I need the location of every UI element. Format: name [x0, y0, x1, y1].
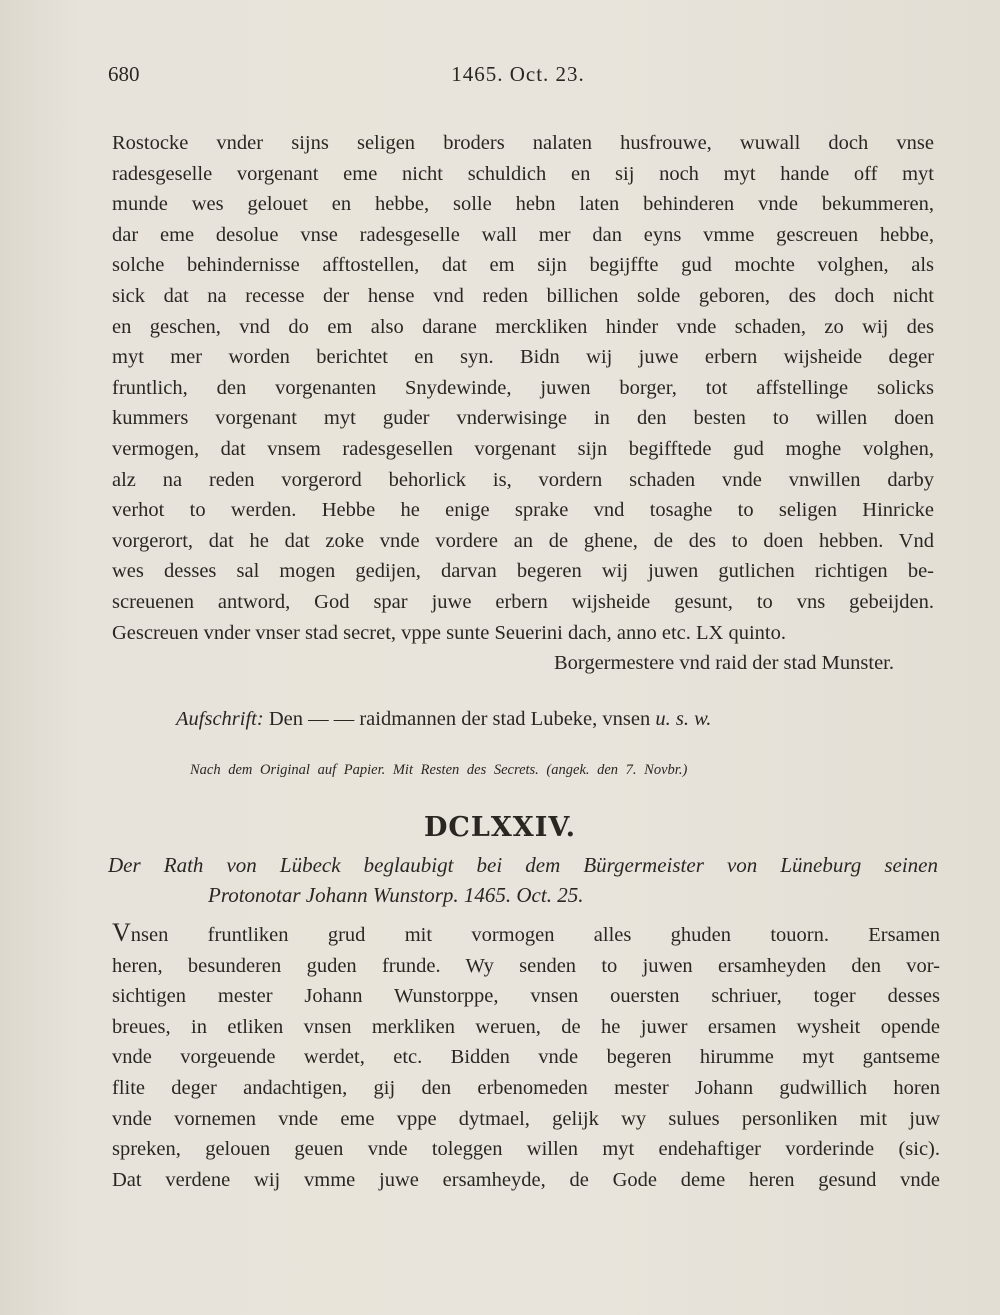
text-line: vorgerort, dat he dat zoke vnde vordere an de ghene, de des to doen hebben. Vnd — [112, 529, 934, 552]
text-line: breues, in etliken vnsen merkliken weruen, de he juwer ersamen wysheit opende — [112, 1015, 940, 1038]
text-line: sichtigen mester Johann Wunstorppe, vnsen ouersten schriuer, toger desses — [112, 985, 940, 1008]
text-line: sick dat na recesse der hense vnd reden billichen solde geboren, des doch nicht — [112, 284, 934, 307]
text-line: screuenen antword, God spar juwe erbern wijsheide gesunt, to vns gebeijden. — [112, 590, 934, 613]
text-line: wes desses sal mogen gedijen, darvan begeren wij juwen gutlichen richtigen be- — [112, 560, 934, 583]
text-line: kummers vorgenant myt guder vnderwisinge in den besten to willen doen — [112, 407, 934, 430]
page-number: 680 — [108, 62, 140, 86]
address-line — [176, 708, 896, 731]
document-number: DCLXXIV. — [423, 812, 577, 843]
document-title-line: Protonotar Johann Wunstorp. 1465. Oct. 25. — [208, 883, 584, 907]
text-line: vnde vornemen vnde eme vppe dytmael, gelijk wy sulues personliken mit juw — [112, 1107, 940, 1130]
source-note: Nach dem Original auf Papier. Mit Resten des Secrets. (angek. den 7. Novbr.) — [190, 762, 688, 778]
text-line: verhot to werden. Hebbe he enige sprake vnd tosaghe to seligen Hinricke — [112, 499, 934, 522]
text-line: radesgeselle vorgenant eme nicht schuldich en sij noch myt hande off myt — [112, 162, 934, 185]
document-title — [108, 850, 938, 910]
text-line-content: nsen fruntliken grud mit vormogen alles ghuden touorn. Ersamen — [130, 924, 940, 946]
document-title-line: Der Rath von Lübeck beglaubigt bei dem Bürgermeister von Lüneburg seinen — [108, 853, 938, 877]
text-line: alz na reden vorgerord behorlick is, vordern schaden vnde vnwillen darby — [112, 468, 934, 491]
text-line: spreken, gelouen geuen vnde toleggen willen myt endehaftiger vorderinde (sic). — [112, 1138, 940, 1161]
text-line: dar eme desolue vnse radesgeselle wall mer dan eyns vmme gescreuen hebbe, — [112, 223, 934, 246]
initial-letter: V — [112, 918, 131, 947]
letter-text — [112, 918, 940, 1195]
running-head-date: 1465. Oct. 23. — [451, 62, 585, 86]
text-line: munde wes gelouet en hebbe, solle hebn laten behinderen vnde bekummeren, — [112, 193, 934, 216]
text-line: Dat verdene wij vmme juwe ersamheyde, de Gode deme heren gesund vnde — [112, 1168, 940, 1191]
text-line: vermogen, dat vnsem radesgesellen vorgenant sijn begifftede gud moghe volghen, — [112, 437, 934, 460]
text-line: fruntlich, den vorgenanten Snydewinde, juwen borger, tot affstellinge solicks — [112, 376, 934, 399]
text-line: heren, besunderen guden frunde. Wy senden to juwen ersamheyden den vor- — [112, 954, 940, 977]
address-text: Den — — raidmannen der stad Lubeke, vnsen — [268, 708, 651, 730]
text-line: vnde vorgeuende werdet, etc. Bidden vnde begeren hirumme myt gantseme — [112, 1046, 940, 1069]
text-line: solche behindernisse afftostellen, dat em sijn begijffte gud mochte volghen, als — [112, 254, 934, 277]
address-abbreviation: u. s. w. — [655, 708, 712, 730]
text-line: Gescreuen vnder vnser stad secret, vppe sunte Seuerini dach, anno etc. LX quinto. — [112, 621, 786, 644]
text-line: flite deger andachtigen, gij den erbenomeden mester Johann gudwillich horen — [112, 1076, 940, 1099]
page-header — [108, 62, 928, 96]
text-line: myt mer worden berichtet en syn. Bidn wij juwe erbern wijsheide deger — [112, 346, 934, 369]
signature-line: Borgermestere vnd raid der stad Munster. — [553, 652, 894, 675]
text-line: Rostocke vnder sijns seligen broders nalaten husfrouwe, wuwall doch vnse — [112, 132, 934, 154]
address-label: Aufschrift: — [176, 708, 264, 730]
letter-continuation — [112, 128, 934, 679]
text-line — [112, 918, 940, 951]
text-line: en geschen, vnd do em also darane merckliken hinder vnde schaden, zo wij des — [112, 315, 934, 338]
